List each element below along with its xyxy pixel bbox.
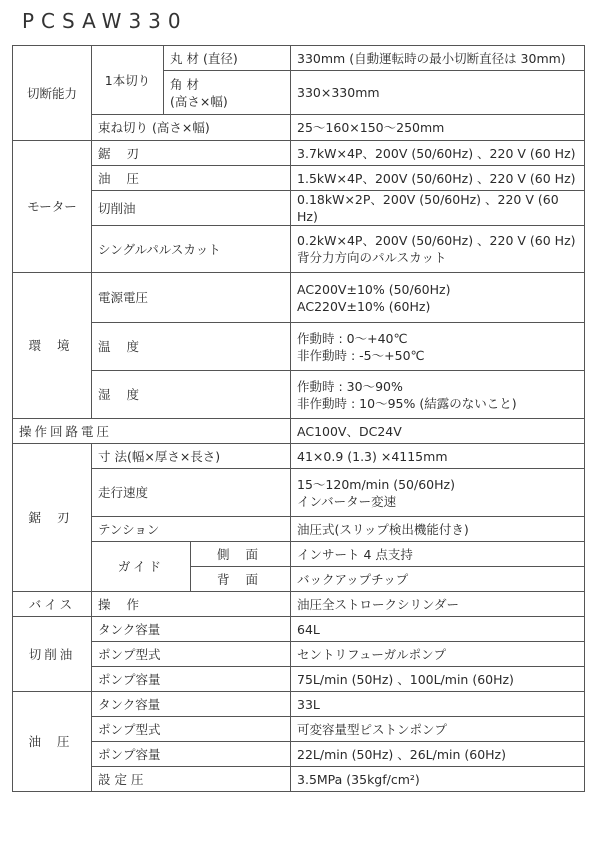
table-row (13, 323, 585, 371)
spec-label (164, 71, 291, 115)
table-row (13, 141, 585, 166)
table-row (13, 542, 585, 567)
spec-label: 温 度 (92, 323, 291, 371)
spec-value: セントリフューガルポンプ (291, 642, 585, 667)
spec-value (291, 226, 585, 273)
spec-value: 25～160×150～250mm (291, 115, 585, 141)
spec-value-line: 作動時 : 30～90% (297, 378, 403, 394)
spec-value: 64L (291, 617, 585, 642)
spec-value-line: 非作動時 : -5～+50℃ (297, 347, 425, 363)
spec-value: 油圧式(スリップ検出機能付き) (291, 517, 585, 542)
spec-value: 油圧全ストロークシリンダー (291, 592, 585, 617)
spec-value-line: インバーター変速 (297, 493, 397, 509)
table-row (13, 419, 585, 444)
spec-label: 切削油 (92, 191, 291, 226)
spec-label: ポンプ型式 (92, 642, 291, 667)
spec-value (291, 469, 585, 517)
spec-value: 330mm (自動運転時の最小切断直径は 30mm) (291, 46, 585, 71)
spec-label-line: (高さ×幅) (170, 93, 228, 109)
table-row (13, 115, 585, 141)
spec-value: 3.5MPa (35kgf/cm²) (291, 767, 585, 792)
category-saw-blade: 鋸 刃 (13, 444, 92, 592)
category-cutting-capacity: 切断能力 (13, 46, 92, 141)
table-row (13, 767, 585, 792)
spec-value-line: 15～120m/min (50/60Hz) (297, 476, 455, 492)
spec-label: 寸 法(幅×厚さ×長さ) (92, 444, 291, 469)
table-row (13, 46, 585, 71)
category-environment: 環 境 (13, 273, 92, 419)
spec-label: シングルパルスカット (92, 226, 291, 273)
spec-value-line: 背分力方向のパルスカット (297, 250, 447, 265)
spec-label: 走行速度 (92, 469, 291, 517)
spec-value-line: 作動時 : 0～+40℃ (297, 330, 408, 346)
spec-value-line: 0.2kW×4P、200V (50/60Hz) 、220 V (60 Hz) (297, 233, 576, 248)
model-title: PCSAW330 (22, 9, 188, 33)
spec-value: 0.18kW×2P、200V (50/60Hz) 、220 V (60 Hz) (291, 191, 585, 226)
spec-label: 丸 材 (直径) (164, 46, 291, 71)
spec-label: 束ね切り (高さ×幅) (92, 115, 291, 141)
spec-value: インサート 4 点支持 (291, 542, 585, 567)
table-row (13, 692, 585, 717)
table-row (13, 717, 585, 742)
spec-label: 側 面 (191, 542, 291, 567)
spec-value: バックアップチップ (291, 567, 585, 592)
table-row (13, 273, 585, 323)
spec-label: 背 面 (191, 567, 291, 592)
category-coolant: 切削油 (13, 617, 92, 692)
spec-value (291, 323, 585, 371)
table-row (13, 742, 585, 767)
subcategory-single-cut: 1本切り (92, 46, 164, 115)
spec-value (291, 371, 585, 419)
table-row (13, 667, 585, 692)
table-row (13, 191, 585, 226)
spec-label: 電源電圧 (92, 273, 291, 323)
category-hydraulic: 油 圧 (13, 692, 92, 792)
spec-value: 41×0.9 (1.3) ×4115mm (291, 444, 585, 469)
spec-label: ポンプ容量 (92, 742, 291, 767)
table-row (13, 617, 585, 642)
table-row (13, 226, 585, 273)
category-vise: バイス (13, 592, 92, 617)
spec-label: 鋸 刃 (92, 141, 291, 166)
spec-table (12, 45, 585, 792)
spec-label: 操作回路電圧 (13, 419, 291, 444)
subcategory-guide: ガイド (92, 542, 191, 592)
table-row (13, 642, 585, 667)
spec-label: ポンプ容量 (92, 667, 291, 692)
spec-label: 操 作 (92, 592, 291, 617)
spec-value (291, 273, 585, 323)
spec-value: 33L (291, 692, 585, 717)
spec-value: 3.7kW×4P、200V (50/60Hz) 、220 V (60 Hz) (291, 141, 585, 166)
spec-label: タンク容量 (92, 692, 291, 717)
table-row (13, 166, 585, 191)
spec-label: テンション (92, 517, 291, 542)
table-row (13, 592, 585, 617)
spec-label: 油 圧 (92, 166, 291, 191)
table-row (13, 444, 585, 469)
table-row (13, 469, 585, 517)
table-row (13, 371, 585, 419)
category-motor: モーター (13, 141, 92, 273)
spec-label: タンク容量 (92, 617, 291, 642)
spec-value-line: 非作動時 : 10～95% (結露のないこと) (297, 395, 517, 411)
spec-value: 可変容量型ピストンポンプ (291, 717, 585, 742)
spec-label: ポンプ型式 (92, 717, 291, 742)
spec-label: 設 定 圧 (92, 767, 291, 792)
spec-value: AC100V、DC24V (291, 419, 585, 444)
spec-label-line: 角 材 (170, 76, 199, 92)
spec-value: 75L/min (50Hz) 、100L/min (60Hz) (291, 667, 585, 692)
spec-value-line: AC220V±10% (60Hz) (297, 298, 431, 314)
table-row (13, 517, 585, 542)
spec-value-line: AC200V±10% (50/60Hz) (297, 281, 451, 297)
spec-value: 330×330mm (291, 71, 585, 115)
spec-value: 1.5kW×4P、200V (50/60Hz) 、220 V (60 Hz) (291, 166, 585, 191)
spec-label: 湿 度 (92, 371, 291, 419)
spec-value: 22L/min (50Hz) 、26L/min (60Hz) (291, 742, 585, 767)
